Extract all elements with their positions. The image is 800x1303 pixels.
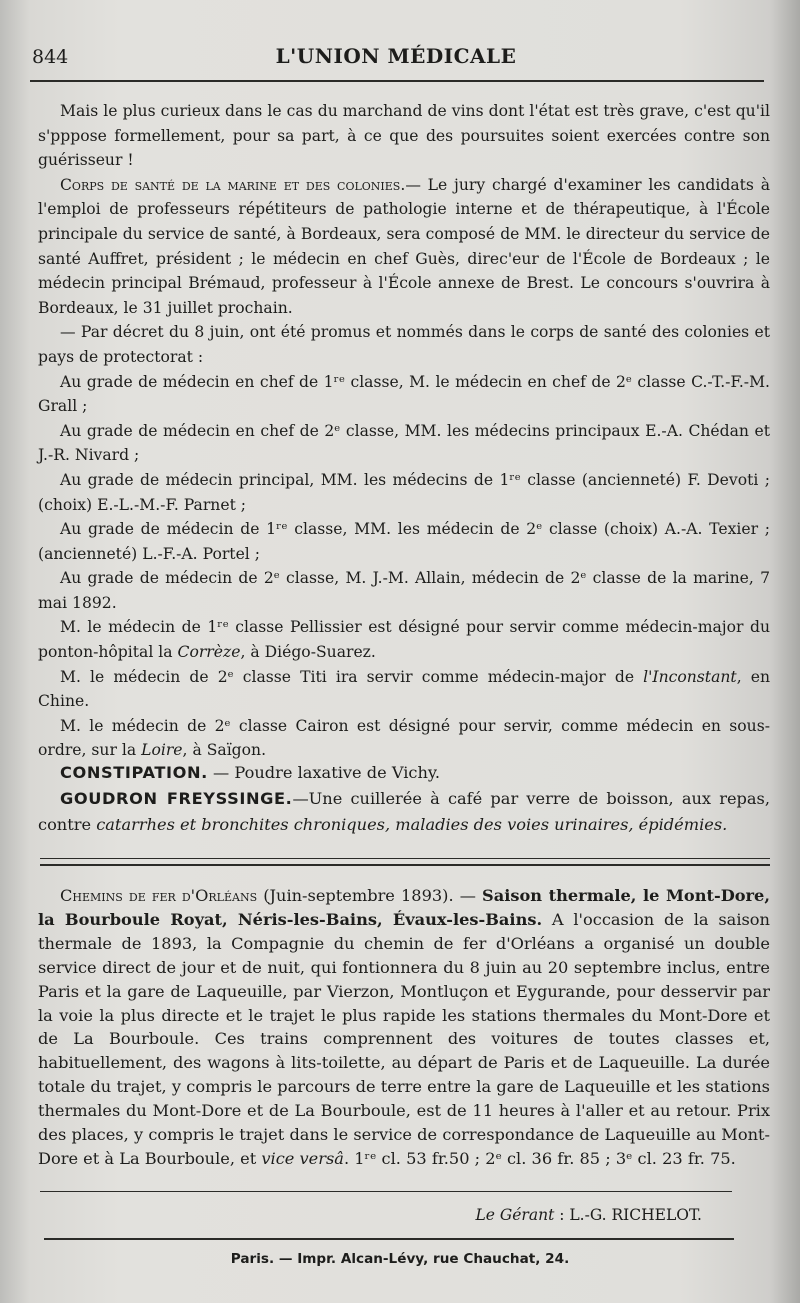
ship-name: Loire — [141, 741, 183, 760]
paragraph-promotion-3: Au grade de médecin principal, MM. les médecins de 1ʳᵉ classe (ancienneté) F. Devoti ; (choix) E.-L.-M.-F. Parnet ; — [38, 470, 770, 514]
footer-rule — [44, 1238, 734, 1240]
ad-headline: GOUDRON FREYSSINGE. — [60, 789, 293, 808]
header-rule — [30, 80, 764, 82]
gerant-signature — [475, 1206, 702, 1224]
paragraph-decret: — Par décret du 8 juin, ont été promus et nommés dans le corps de santé des colonies et pays de protectorat : — [38, 323, 770, 366]
paragraph-assignment-2 — [38, 665, 770, 714]
ad-constipation — [38, 760, 770, 786]
paragraph-promotion-2: Au grade de médecin en chef de 2ᵉ classe, MM. les médecins principaux E.-A. Chédan et J.-R. Nivard ; — [38, 421, 770, 465]
paragraph-text: M. le médecin de 1ʳᵉ classe Pellissier est désigné pour servir comme médecin-major du ponton-hôpital la — [38, 618, 770, 662]
section-rule-bottom — [40, 864, 770, 866]
paragraph-promotion-5: Au grade de médecin de 2ᵉ classe, M. J.-M. Allain, médecin de 2ᵉ classe de la marine, 7 mai 1892. — [38, 569, 770, 612]
paragraph-text: — Le jury chargé d'examiner les candidats à l'emploi de professeurs répétiteurs de pathologie interne et de thérapeutique, à l'École principale du service de santé, à Bordeaux, sera composé de MM. le directeur du service de santé Auffret, président ; le médecin en chef Guès, direc'eur de l'École de Bordeaux ; le médecin principal Brémaud, professeur à l'École annexe de Brest. Le concours s'ouvrira à Bordeaux, le 31 juillet prochain. — [38, 175, 771, 317]
railway-headline: Saison thermale, le Mont-Dore, la Bourboule Royat, Néris-les-Bains, Évaux-les-Bains. — [38, 886, 770, 929]
ship-name: l'Inconstant — [643, 667, 737, 686]
paragraph-text: M. le médecin de 2ᵉ classe Titi ira servir comme médecin-major de — [60, 667, 644, 686]
ad-headline: CONSTIPATION. — [60, 763, 208, 782]
page-number: 844 — [32, 46, 69, 68]
paragraph-marchand: Mais le plus curieux dans le cas du marchand de vins dont l'état est très grave, c'est qu'il s'pppose formellement, pour sa part, à ce que des poursuites soient exercées contre son guérisseur ! — [38, 102, 770, 170]
ad-text: — Poudre laxative de Vichy. — [207, 763, 441, 782]
footer-rule-top — [40, 1191, 732, 1192]
paragraph-assignment-1 — [38, 615, 770, 664]
ad-text: —Une cuillerée à café par verre de boisson, aux repas, contre — [38, 789, 770, 834]
paragraph-promotion-1: Au grade de médecin en chef de 1ʳᵉ classe, M. le médecin en chef de 2ᵉ classe C.-T.-F.-M. Grall ; — [38, 372, 770, 416]
news-section — [38, 99, 770, 763]
railway-lead: Chemins de fer d'Orléans — [60, 886, 258, 905]
section-rule-top — [40, 858, 770, 859]
section-lead: Corps de santé de la marine et des colonies. — [60, 175, 406, 194]
railway-vice-versa: vice versâ — [261, 1148, 344, 1168]
paragraph-text: , en Chine. — [38, 667, 771, 711]
ad-text-italic: catarrhes et bronchites chroniques, maladies des voies urinaires, épidémies. — [96, 815, 728, 834]
gerant-name: : L.-G. RICHELOT. — [554, 1206, 702, 1224]
railway-notice — [38, 884, 770, 1171]
paragraph-text: , à Diégo-Suarez. — [240, 643, 376, 662]
journal-title: L'UNION MÉDICALE — [275, 44, 517, 68]
paragraph-assignment-3 — [38, 714, 770, 763]
printer-imprint: Paris. — Impr. Alcan-Lévy, rue Chauchat, 24. — [230, 1251, 570, 1267]
paragraph-text: M. le médecin de 2ᵉ classe Cairon est désigné pour servir, comme médecin en sous-ordre, sur la — [38, 716, 770, 760]
railway-paragraph — [38, 884, 770, 1171]
paragraph-text: , à Saïgon. — [182, 741, 267, 760]
railway-prices: . 1ʳᵉ cl. 53 fr.50 ; 2ᵉ cl. 36 fr. 85 ; 3ᵉ cl. 23 fr. 75. — [343, 1148, 736, 1168]
page-header — [30, 42, 762, 72]
gerant-label: Le Gérant — [475, 1206, 555, 1224]
ad-goudron — [38, 786, 770, 838]
paragraph-corps-de-sante — [38, 173, 770, 321]
paragraph-promotion-4: Au grade de médecin de 1ʳᵉ classe, MM. les médecin de 2ᵉ classe (choix) A.-A. Texier ; (ancienneté) L.-F.-A. Portel ; — [38, 520, 770, 563]
ship-name: Corrèze — [177, 643, 241, 662]
railway-dates: (Juin-septembre 1893). — — [257, 886, 483, 905]
advertisement-section — [38, 760, 770, 838]
railway-text: A l'occasion de la saison thermale de 1893, la Compagnie du chemin de fer d'Orléans a organisé un double service direct de jour et de nuit, qui fontionnera du 8 juin au 20 septembre inclus, entre Paris et la gare de Laqueuille, par Vierzon, Montluçon et Eygurande, pour desservir par la voie la plus directe et le trajet le plus rapide les stations thermales du Mont-Dore et de La Bourboule. Ces trains comprennent des voitures de toutes classes et, habituellement, des wagons à lits-toilette, au départ de Paris et de Laqueuille. La durée totale du trajet, y compris le parcours de terre entre la gare de Laqueuille et les stations thermales du Mont-Dore et de La Bourboule, est de 11 heures à l'aller et au retour. Prix des places, y compris le trajet dans le service de correspondance de Laqueuille au Mont-Dore et à La Bourboule, et — [38, 909, 770, 1168]
